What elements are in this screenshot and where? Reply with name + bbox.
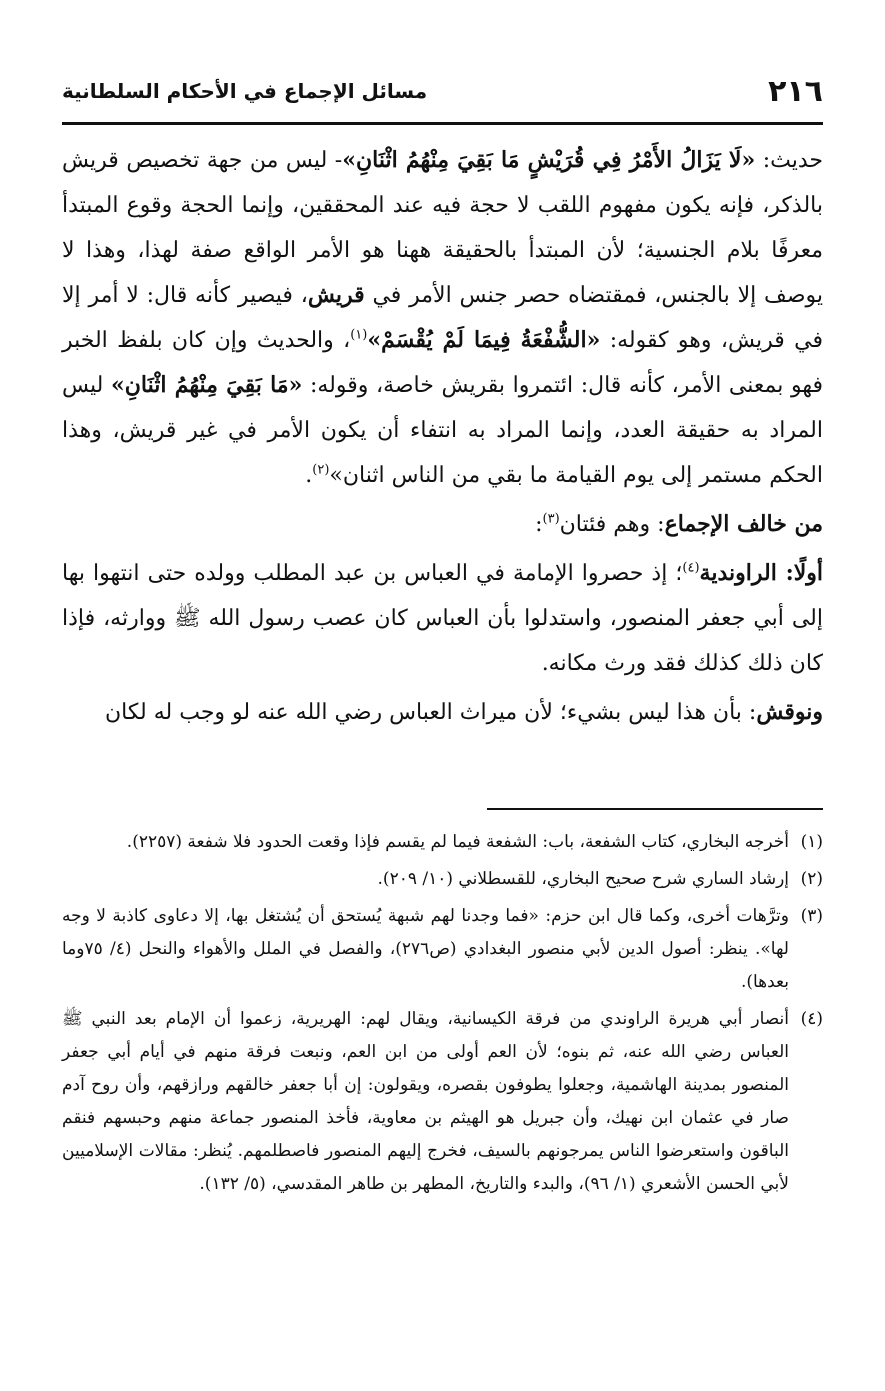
hadith-shufa-quote: «الشُّفْعَةُ فِيمَا لَمْ يُقْسَمْ» [367,327,601,353]
hadith-quraysh-quote: «لَا يَزَالُ الأَمْرُ فِي قُرَيْشٍ مَا بَقِيَ مِنْهُمُ اثْنَانِ» [342,147,756,173]
page-number: ٢١٦ [768,73,823,109]
hadith-label: حديث: [755,148,823,173]
rebuttal-label: ونوقش [756,699,823,725]
footnote-number: (٣) [800,906,823,926]
bold-term-quraysh: قريش [307,282,365,308]
hadith-paragraph [62,138,823,498]
paragraph-text: ، والحديث وإن كان بلفظ الخبر فهو بمعنى الأمر، كأنه قال: ائتمروا بقريش خاصة، وقوله: [62,328,823,398]
footnote-number: (٤) [800,1009,823,1029]
footnote-ref-3[interactable]: (٣) [542,511,560,527]
footnote-number: (٢) [800,869,823,889]
ordinal-first: أولًا: [776,560,823,586]
header-rule [62,122,823,125]
paragraph-text: ليس المراد به حقيقة العدد، وإنما المراد به انتفاء أن يكون الأمر في غير قريش، وهذا الحكم مستمر إلى يوم القيامة ما بقي من الناس اثنان» [62,373,823,488]
paragraph-text: : وهم فئتان [559,512,665,537]
paragraph-text: ؛ إذ حصروا الإمامة في العباس بن عبد المطلب وولده حتى انتهوا بها إلى أبي جعفر المنصور، واستدلوا بأن العباس كان عصب رسول الله ﷺ ووارثه، فإذا كان ذلك كذلك فقد ورث مكانه. [62,561,823,676]
dissenters-heading-paragraph [62,502,823,547]
sentence-end: : [535,512,543,537]
main-text [62,138,823,735]
paragraph-text: : بأن هذا ليس بشيء؛ لأن ميراث العباس رضي الله عنه لو وجب له لكان [105,700,757,725]
footnote-text: إرشاد الساري شرح صحيح البخاري، للقسطلاني (١٠/ ٢٠٩). [377,869,789,889]
sect-name-rawandiyya: الراوندية [699,560,777,586]
footnote-3 [62,900,823,999]
footnote-text: أخرجه البخاري، كتاب الشفعة، باب: الشفعة فيما لم يقسم فإذا وقعت الحدود فلا شفعة (٢٢٥٧). [126,832,789,852]
footnote-2 [62,863,823,896]
hadith-ma-baqiya-quote: «مَا بَقِيَ مِنْهُمُ اثْنَانِ» [111,372,303,398]
footnotes [62,826,823,1205]
footnote-ref-4[interactable]: (٤) [682,560,700,576]
footnote-number: (١) [800,832,823,852]
footnote-text: أنصار أبي هريرة الراوندي من فرقة الكيسانية، ويقال لهم: الهريرية، زعموا أن الإمام بعد النبي ﷺ العباس رضي الله عنه، ثم بنوه؛ لأن العم أولى من ابن العم، ونبعت فرقة منهم في أيام أبي جعفر المنصور بمدينة الهاشمية، وجعلوا يطوفون بقصره، ويقولون: إن أبا جعفر خالقهم ورازقهم، وأن روح آدم صار في عثمان ابن نهيك، وأن جبريل هو الهيثم بن معاوية، فأخذ المنصور جماعة منهم وحبسهم فنقم الباقون واستعرضوا الناس يمرجونهم بالسيف، فخرج إليهم المنصور فاصطلمهم. يُنظر: مقالات الإسلاميين لأبي الحسن الأشعري (١/ ٩٦)، والبدء والتاريخ، المطهر بن طاهر المقدسي، (٥/ ١٣٢). [62,1009,789,1194]
paragraph-text: ، فيصير كأنه قال: لا أمر إلا في قريش، وهو كقوله: [62,283,823,353]
footnote-ref-1[interactable]: (١) [350,327,368,343]
paragraph-text: - ليس من جهة تخصيص قريش بالذكر، فإنه يكون مفهوم اللقب لا حجة فيه عند المحققين، وإنما الحجة وقوع المبتدأ معرفًا بلام الجنسية؛ لأن المبتدأ بالحقيقة ههنا هو الأمر الواقع صفة لهذا، وهذا لا يوصف إلا بالجنس، فمقتضاه حصر جنس الأمر في [62,148,823,308]
footnote-text: وترَّهات أخرى، وكما قال ابن حزم: «فما وجدنا لهم شبهة يُستحق أن يُشتغل بها، إلا دعاوى كاذبة لا وجه لها». ينظر: أصول الدين لأبي منصور البغدادي (ص٢٧٦)، والفصل في الملل والأهواء والنحل (٤/ ٧٥وما بعدها). [62,906,789,992]
rawandiyya-paragraph [62,551,823,686]
rebuttal-paragraph [62,690,823,735]
footnote-1 [62,826,823,859]
running-head [62,62,823,120]
dissenters-heading: من خالف الإجماع [664,511,823,537]
footnote-ref-2[interactable]: (٢) [312,462,330,478]
running-title: مسائل الإجماع في الأحكام السلطانية [62,79,428,103]
footnote-4 [62,1003,823,1201]
sentence-end: . [305,463,313,488]
footnote-separator [487,808,823,810]
